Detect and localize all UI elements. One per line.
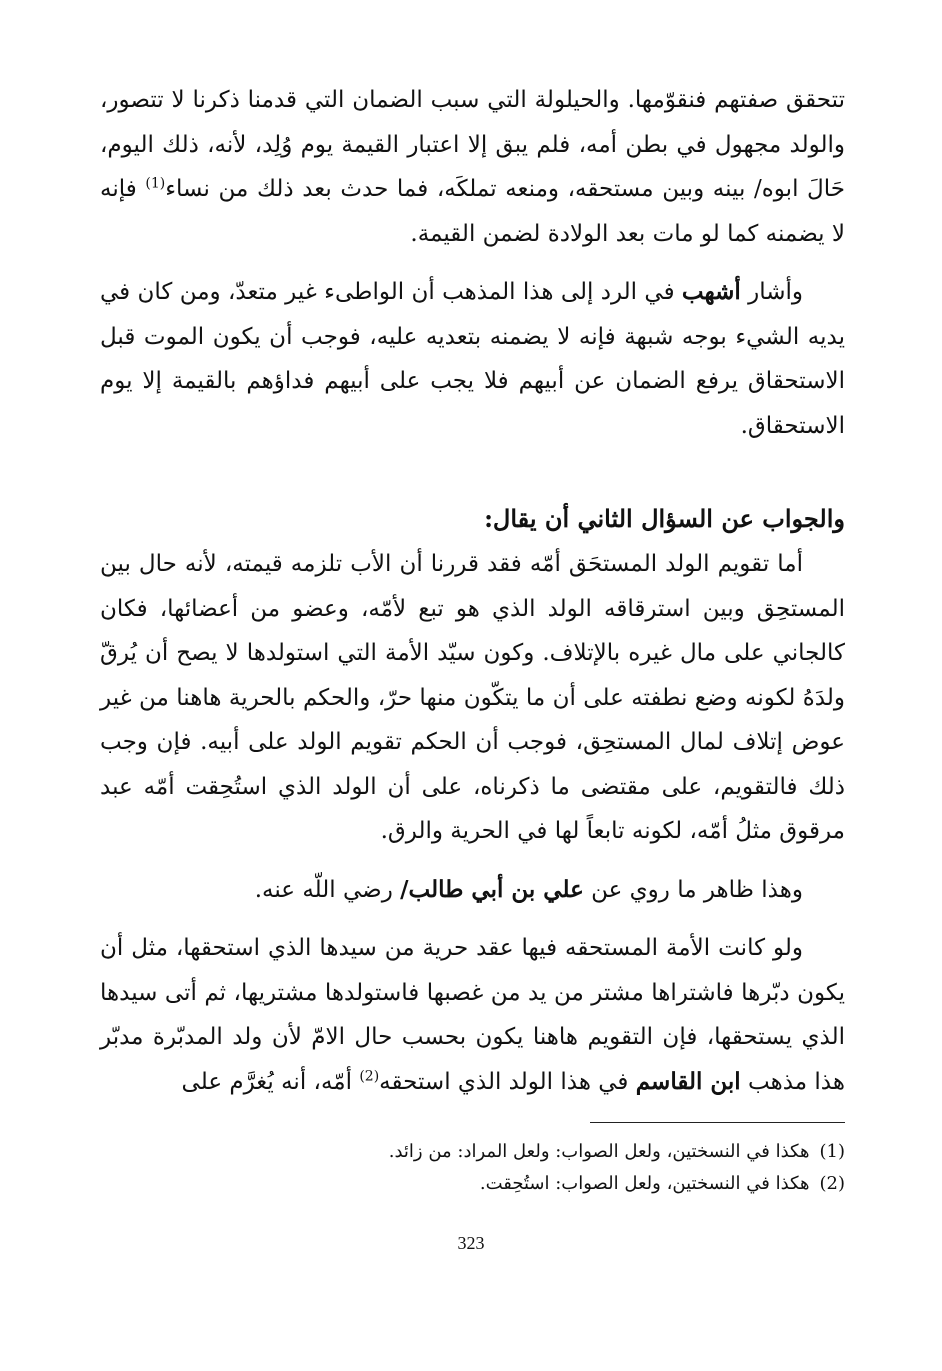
section-heading: والجواب عن السؤال الثاني أن يقال:	[484, 504, 845, 533]
footnotes	[100, 1136, 845, 1200]
paragraph-5	[100, 926, 845, 1104]
footnote-ref-2: (2)	[359, 1067, 380, 1084]
footnote-2-text: هكذا في النسختين، ولعل الصواب: استُحِقت.	[479, 1173, 810, 1194]
footnote-1	[100, 1136, 845, 1168]
paragraph-5-start: ولو كانت الأمة المستحقه فيها عقد حرية من سيدها الذي استحقها، مثل أن يكون دبّرها فاشتراها مشتر من يد من غصبها فاستولدها مشتريها، ثم أتى سيدها الذي يستحقها، فإن التقويم هاهنا يكون بحسب حال الامّ لأن ولد المدبّرة مدبّر هذا مذهب	[100, 935, 845, 1095]
paragraph-5-mid: في هذا الولد الذي استحقه	[379, 1068, 636, 1095]
document-body	[100, 78, 845, 1104]
paragraph-2	[100, 270, 845, 448]
paragraph-1-text: تتحقق صفتهم فنقوّمها. والحيلولة التي سبب الضمان التي قدمنا ذكرنا لا تتصور، والولد مجهول في بطن أمه، فلم يبق إلا اعتبار القيمة يوم وُلِد، لأنه، ذلك اليوم، حَالَ ابوه/ بينه وبين مستحقه، ومنعه تملكَه، فما حدث بعد ذلك من نساء	[100, 87, 845, 202]
footnote-1-number: (1)	[819, 1141, 845, 1162]
paragraph-5-end: أمّه، أنه يُغرَّم على	[181, 1068, 360, 1095]
paragraph-3: أما تقويم الولد المستحَق أمّه فقد قررنا أن الأب تلزمه قيمته، لأنه حال بين المستحِق وبين استرقاقه الولد الذي هو تبع لأمّه، وعضو من أعضائها، فكان كالجاني على مال غيره بالإتلاف. وكون سيّد الأمة التي استولدها لا يصح أن يُرقّ ولدَهُ لكونه وضع نطفته على أن ما يتكّون منها حرّ، والحكم بالحرية هاهنا من غير عوض إتلاف لمال المستحِق، فوجب أن الحكم تقويم الولد على أبيه. فإن وجب ذلك فالتقويم، على مقتضى ما ذكرناه، على أن الولد الذي استُحِقت أمّه عبد مرقوق مثلُ أمّه، لكونه تابعاً لها في الحرية والرق.	[100, 551, 845, 844]
paragraph-4-end: رضي اللّه عنه.	[254, 876, 401, 903]
page-number: 323	[457, 1233, 485, 1253]
paragraph-1	[100, 78, 845, 256]
footnote-divider	[590, 1122, 845, 1123]
name-ashhab: أشهب	[681, 278, 741, 305]
paragraph-2-end: في الرد إلى هذا المذهب أن الواطىء غير متعدّ، ومن كان في يديه الشيء بوجه شبهة فإنه لا يضمنه بتعديه عليه، فوجب أن يكون الموت قبل الاستحقاق يرفع الضمان عن أبيهم فلا يجب على أبيهم فداؤهم بالقيمة إلا يوم الاستحقاق.	[100, 279, 845, 439]
footnote-2	[100, 1168, 845, 1200]
paragraph-2-start: وأشار	[740, 279, 803, 305]
name-ibn-al-qasim: ابن القاسم	[635, 1067, 741, 1095]
name-ali: علي بن أبي طالب/	[400, 875, 584, 903]
paragraph-4	[100, 868, 845, 913]
footnote-1-text: هكذا في النسختين، ولعل الصواب: ولعل المراد: من زائد.	[388, 1141, 810, 1162]
footnote-2-number: (2)	[819, 1173, 845, 1194]
footnote-ref-1: (1)	[145, 175, 166, 192]
paragraph-4-start: وهذا ظاهر ما روي عن	[583, 876, 803, 903]
paragraph-1-end: فإنه لا يضمنه كما لو مات بعد الولادة لضمن القيمة.	[100, 176, 845, 247]
